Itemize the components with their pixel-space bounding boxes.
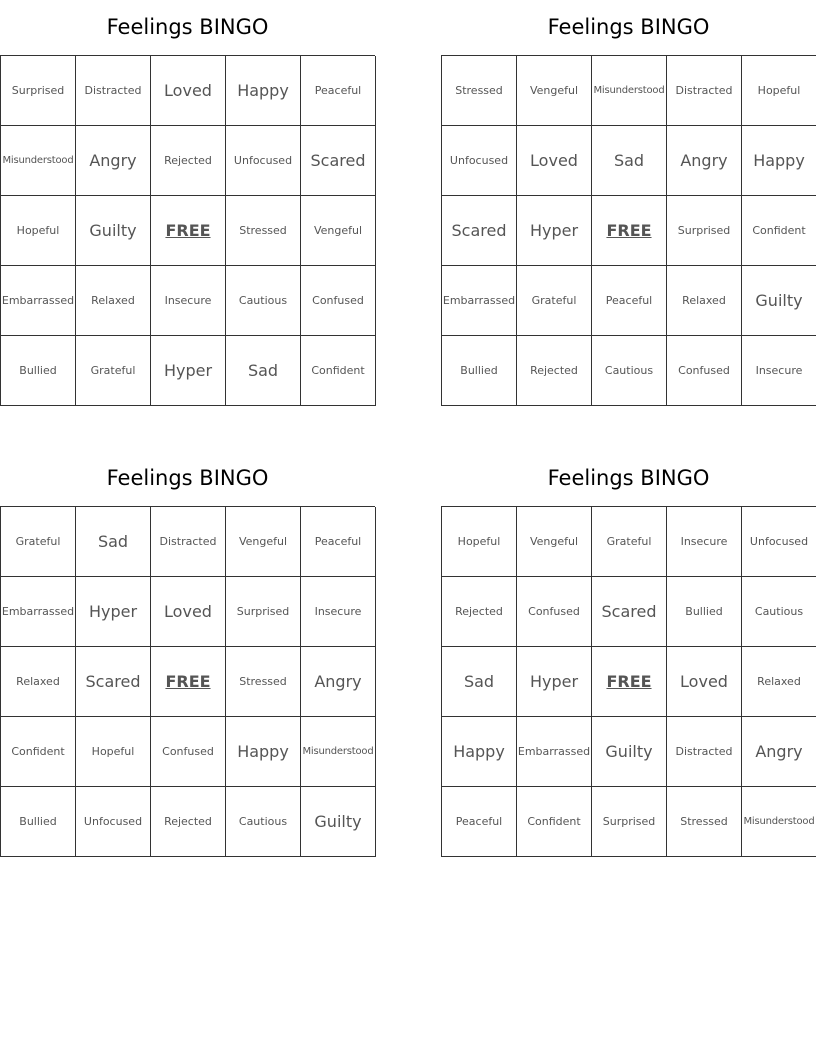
bingo-cell[interactable]: Confident [742, 196, 816, 266]
bingo-cell[interactable]: Misunderstood [742, 787, 816, 857]
bingo-cell[interactable]: Distracted [151, 507, 226, 577]
bingo-cell[interactable]: Relaxed [667, 266, 742, 336]
bingo-cell[interactable]: Scared [442, 196, 517, 266]
card-title: Feelings BINGO [547, 466, 710, 490]
bingo-cell[interactable]: Cautious [226, 266, 301, 336]
bingo-cell[interactable]: Loved [667, 647, 742, 717]
bingo-cell[interactable]: Hopeful [1, 196, 76, 266]
bingo-cell[interactable]: Misunderstood [301, 717, 376, 787]
bingo-cell[interactable]: Hopeful [442, 507, 517, 577]
bingo-cell[interactable]: Cautious [592, 336, 667, 406]
bingo-cell[interactable]: Distracted [667, 56, 742, 126]
bingo-cell[interactable]: Distracted [76, 56, 151, 126]
bingo-cell[interactable]: Confused [667, 336, 742, 406]
bingo-cell[interactable]: Hopeful [742, 56, 816, 126]
bingo-cell[interactable]: Stressed [667, 787, 742, 857]
bingo-cell[interactable]: Grateful [592, 507, 667, 577]
bingo-cell[interactable]: Guilty [592, 717, 667, 787]
bingo-cell[interactable]: Unfocused [742, 507, 816, 577]
bingo-cell[interactable]: Embarrassed [1, 577, 76, 647]
bingo-cell[interactable]: Unfocused [76, 787, 151, 857]
bingo-cell[interactable]: Loved [151, 577, 226, 647]
bingo-grid [441, 55, 816, 406]
bingo-cell[interactable]: Surprised [592, 787, 667, 857]
bingo-cell[interactable]: Vengeful [226, 507, 301, 577]
bingo-cell[interactable]: Angry [301, 647, 376, 717]
bingo-cell[interactable]: Peaceful [301, 56, 376, 126]
bingo-cell[interactable]: Rejected [442, 577, 517, 647]
card-title: Feelings BINGO [106, 466, 269, 490]
bingo-cell[interactable]: Relaxed [76, 266, 151, 336]
bingo-cell[interactable]: Bullied [1, 787, 76, 857]
bingo-cell[interactable]: Stressed [226, 647, 301, 717]
bingo-cell[interactable]: Surprised [1, 56, 76, 126]
bingo-cell[interactable]: Vengeful [301, 196, 376, 266]
bingo-cell[interactable]: Stressed [226, 196, 301, 266]
bingo-cell[interactable]: Confident [517, 787, 592, 857]
bingo-cell[interactable]: Rejected [517, 336, 592, 406]
bingo-cell[interactable]: Insecure [301, 577, 376, 647]
bingo-cell[interactable]: Loved [151, 56, 226, 126]
bingo-cell[interactable]: Sad [592, 126, 667, 196]
bingo-cell[interactable]: Angry [667, 126, 742, 196]
bingo-cell[interactable]: Confident [1, 717, 76, 787]
bingo-grid [0, 55, 375, 406]
bingo-cell[interactable]: Confused [301, 266, 376, 336]
bingo-cell[interactable]: Hyper [76, 577, 151, 647]
bingo-cell[interactable]: Grateful [76, 336, 151, 406]
bingo-cell[interactable]: Bullied [667, 577, 742, 647]
bingo-cell[interactable]: Cautious [226, 787, 301, 857]
bingo-cell[interactable]: Scared [76, 647, 151, 717]
free-space-cell[interactable]: FREE [151, 647, 226, 717]
bingo-grid [441, 506, 816, 857]
free-space-cell[interactable]: FREE [592, 196, 667, 266]
bingo-cell[interactable]: Angry [76, 126, 151, 196]
bingo-cell[interactable]: Guilty [301, 787, 376, 857]
bingo-cell[interactable]: Scared [301, 126, 376, 196]
bingo-cell[interactable]: Hyper [151, 336, 226, 406]
bingo-cell[interactable]: Peaceful [592, 266, 667, 336]
bingo-cell[interactable]: Relaxed [1, 647, 76, 717]
bingo-card-2 [441, 0, 816, 406]
bingo-cell[interactable]: Hyper [517, 196, 592, 266]
bingo-cell[interactable]: Distracted [667, 717, 742, 787]
bingo-cell[interactable]: Insecure [667, 507, 742, 577]
bingo-cell[interactable]: Scared [592, 577, 667, 647]
bingo-cell[interactable]: Guilty [76, 196, 151, 266]
bingo-card-1 [0, 0, 375, 406]
bingo-cell[interactable]: Surprised [667, 196, 742, 266]
bingo-cell[interactable]: Unfocused [442, 126, 517, 196]
bingo-cell[interactable]: Grateful [1, 507, 76, 577]
bingo-cell[interactable]: Stressed [442, 56, 517, 126]
bingo-cell[interactable]: Grateful [517, 266, 592, 336]
bingo-cell[interactable]: Misunderstood [592, 56, 667, 126]
bingo-cell[interactable]: Unfocused [226, 126, 301, 196]
bingo-cell[interactable]: Rejected [151, 126, 226, 196]
bingo-cell[interactable]: Guilty [742, 266, 816, 336]
bingo-cell[interactable]: Bullied [1, 336, 76, 406]
bingo-cell[interactable]: Hyper [517, 647, 592, 717]
bingo-cell[interactable]: Misunderstood [1, 126, 76, 196]
bingo-cell[interactable]: Embarrassed [517, 717, 592, 787]
bingo-cell[interactable]: Sad [442, 647, 517, 717]
bingo-card-4 [441, 451, 816, 857]
bingo-cell[interactable]: Insecure [151, 266, 226, 336]
bingo-cell[interactable]: Surprised [226, 577, 301, 647]
card-title: Feelings BINGO [547, 15, 710, 39]
bingo-cell[interactable]: Vengeful [517, 56, 592, 126]
free-space-cell[interactable]: FREE [592, 647, 667, 717]
free-space-cell[interactable]: FREE [151, 196, 226, 266]
bingo-cell[interactable]: Happy [226, 717, 301, 787]
bingo-cell[interactable]: Rejected [151, 787, 226, 857]
bingo-cell[interactable]: Angry [742, 717, 816, 787]
bingo-cell[interactable]: Happy [742, 126, 816, 196]
bingo-cell[interactable]: Sad [226, 336, 301, 406]
bingo-cell[interactable]: Happy [442, 717, 517, 787]
bingo-cell[interactable]: Peaceful [301, 507, 376, 577]
bingo-cell[interactable]: Cautious [742, 577, 816, 647]
bingo-cell[interactable]: Confused [151, 717, 226, 787]
bingo-cell[interactable]: Embarrassed [442, 266, 517, 336]
bingo-cell[interactable]: Insecure [742, 336, 816, 406]
card-title: Feelings BINGO [106, 15, 269, 39]
bingo-cell[interactable]: Hopeful [76, 717, 151, 787]
bingo-cell[interactable]: Loved [517, 126, 592, 196]
bingo-cell[interactable]: Confused [517, 577, 592, 647]
bingo-grid [0, 506, 375, 857]
bingo-card-3 [0, 451, 375, 857]
bingo-cell[interactable]: Sad [76, 507, 151, 577]
bingo-cell[interactable]: Relaxed [742, 647, 816, 717]
bingo-cell[interactable]: Happy [226, 56, 301, 126]
bingo-cell[interactable]: Vengeful [517, 507, 592, 577]
bingo-cell[interactable]: Confident [301, 336, 376, 406]
bingo-cell[interactable]: Embarrassed [1, 266, 76, 336]
bingo-cell[interactable]: Peaceful [442, 787, 517, 857]
bingo-cell[interactable]: Bullied [442, 336, 517, 406]
